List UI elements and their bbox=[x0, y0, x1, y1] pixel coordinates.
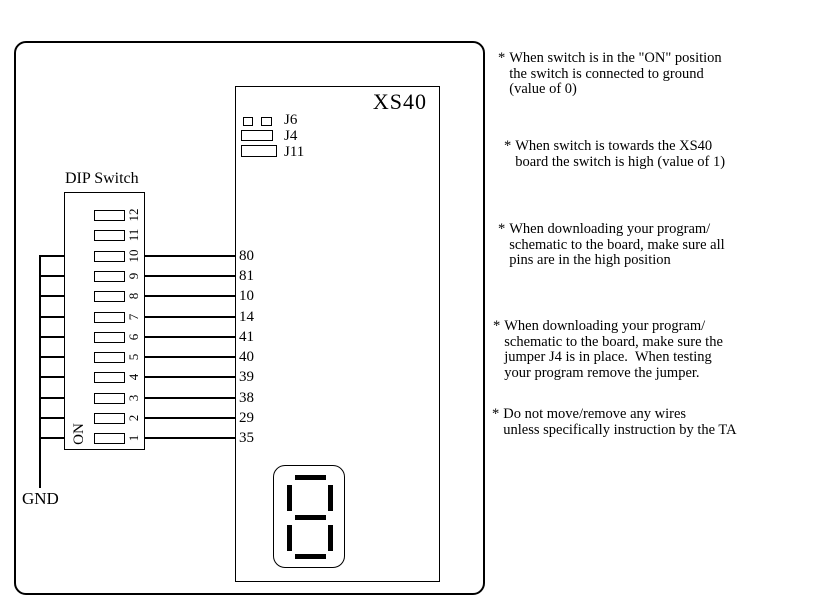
wire-sw9-gnd bbox=[39, 275, 64, 277]
note-line: When downloading your program/ bbox=[504, 318, 706, 334]
note-marker: * bbox=[492, 406, 500, 422]
jumper-j4-label: J4 bbox=[284, 128, 298, 144]
wire-sw3-pin38 bbox=[145, 397, 235, 399]
dip-switch-7-number: 7 bbox=[126, 313, 141, 321]
jumper-j6-label: J6 bbox=[284, 112, 298, 128]
note-do-not-move-wires bbox=[492, 407, 737, 438]
dip-switch-8 bbox=[94, 291, 125, 302]
note-line: Do not move/remove any wires bbox=[503, 406, 687, 422]
dip-switch-4 bbox=[94, 372, 125, 383]
segment-lower-right bbox=[328, 525, 333, 551]
pin-label-80: 80 bbox=[239, 248, 254, 264]
dip-switch-3-number: 3 bbox=[126, 394, 141, 402]
segment-upper-right bbox=[328, 485, 333, 511]
dip-switch-6 bbox=[94, 332, 125, 343]
note-line: When downloading your program/ bbox=[509, 221, 711, 237]
dip-switch-9-number: 9 bbox=[126, 272, 141, 280]
wire-sw5-gnd bbox=[39, 356, 64, 358]
dip-switch-5-number: 5 bbox=[126, 353, 141, 361]
jumper-j11-label: J11 bbox=[284, 144, 305, 160]
dip-switch-9 bbox=[94, 271, 125, 282]
note-line: schematic to the board, make sure the bbox=[504, 333, 723, 350]
dip-switch-11 bbox=[94, 230, 125, 241]
wire-sw7-pin14 bbox=[145, 316, 235, 318]
note-line: jumper J4 is in place. When testing bbox=[504, 349, 712, 365]
dip-on-label: ON bbox=[70, 423, 87, 445]
pin-label-41: 41 bbox=[239, 329, 254, 345]
dip-switch-12 bbox=[94, 210, 125, 221]
note-marker: * bbox=[498, 221, 506, 237]
wire-sw10-pin80 bbox=[145, 255, 235, 257]
dip-switch-2-number: 2 bbox=[126, 414, 141, 422]
segment-bottom bbox=[295, 554, 326, 559]
note-line: schematic to the board, make sure all bbox=[509, 236, 725, 253]
segment-top bbox=[295, 475, 326, 480]
dip-switch-10-number: 10 bbox=[126, 249, 141, 263]
note-download-pins bbox=[498, 222, 725, 269]
segment-upper-left bbox=[287, 485, 292, 511]
pin-label-40: 40 bbox=[239, 349, 254, 365]
note-marker: * bbox=[493, 318, 501, 334]
note-line: unless specifically instruction by the TA bbox=[503, 421, 737, 438]
wire-sw10-gnd bbox=[39, 255, 64, 257]
wire-sw2-pin29 bbox=[145, 417, 235, 419]
wire-sw7-gnd bbox=[39, 316, 64, 318]
note-switch-high bbox=[504, 139, 725, 170]
wire-sw8-pin10 bbox=[145, 295, 235, 297]
note-line: pins are in the high position bbox=[509, 252, 671, 268]
note-switch-on bbox=[498, 51, 722, 98]
pin-label-14: 14 bbox=[239, 309, 254, 325]
jumper-j11-block bbox=[241, 145, 277, 157]
segment-middle bbox=[295, 515, 326, 520]
pin-label-35: 35 bbox=[239, 430, 254, 446]
note-line: your program remove the jumper. bbox=[504, 364, 700, 381]
pin-label-38: 38 bbox=[239, 390, 254, 406]
note-download-jumper bbox=[493, 319, 723, 381]
dip-switch-1-number: 1 bbox=[126, 434, 141, 442]
note-line: When switch is towards the XS40 bbox=[515, 138, 713, 154]
pin-label-81: 81 bbox=[239, 268, 254, 284]
jumper-j6-pad-left bbox=[243, 117, 253, 126]
note-marker: * bbox=[498, 50, 506, 66]
note-line: (value of 0) bbox=[509, 81, 577, 97]
wire-sw2-gnd bbox=[39, 417, 64, 419]
wire-sw9-pin81 bbox=[145, 275, 235, 277]
dip-switch-4-number: 4 bbox=[126, 373, 141, 381]
wire-sw4-pin39 bbox=[145, 376, 235, 378]
jumper-j6-pad-right bbox=[261, 117, 272, 126]
wire-sw4-gnd bbox=[39, 376, 64, 378]
wire-sw6-gnd bbox=[39, 336, 64, 338]
note-marker: * bbox=[504, 138, 512, 154]
wire-sw3-gnd bbox=[39, 397, 64, 399]
dip-switch-6-number: 6 bbox=[126, 333, 141, 341]
dip-switch-8-number: 8 bbox=[126, 292, 141, 300]
pin-label-39: 39 bbox=[239, 369, 254, 385]
dip-switch-11-number: 11 bbox=[126, 228, 141, 242]
gnd-label: GND bbox=[22, 489, 59, 508]
note-line: the switch is connected to ground bbox=[509, 65, 704, 82]
dip-switch-7 bbox=[94, 312, 125, 323]
pin-label-29: 29 bbox=[239, 410, 254, 426]
dip-switch-2 bbox=[94, 413, 125, 424]
board-title: XS40 bbox=[372, 89, 427, 114]
pin-label-10: 10 bbox=[239, 288, 254, 304]
dip-switch-10 bbox=[94, 251, 125, 262]
dip-switch-title: DIP Switch bbox=[65, 170, 139, 187]
wire-sw6-pin41 bbox=[145, 336, 235, 338]
jumper-j4-block bbox=[241, 130, 273, 141]
dip-switch-3 bbox=[94, 393, 125, 404]
note-line: board the switch is high (value of 1) bbox=[515, 153, 726, 170]
ground-bus-wire bbox=[39, 256, 41, 488]
note-line: When switch is in the "ON" position bbox=[509, 50, 722, 66]
dip-switch-1 bbox=[94, 433, 125, 444]
wire-sw8-gnd bbox=[39, 295, 64, 297]
seven-segment-display bbox=[273, 465, 345, 568]
wire-sw5-pin40 bbox=[145, 356, 235, 358]
wire-sw1-pin35 bbox=[145, 437, 235, 439]
dip-switch-5 bbox=[94, 352, 125, 363]
segment-lower-left bbox=[287, 525, 292, 551]
dip-switch-12-number: 12 bbox=[126, 208, 141, 222]
wire-sw1-gnd bbox=[39, 437, 64, 439]
